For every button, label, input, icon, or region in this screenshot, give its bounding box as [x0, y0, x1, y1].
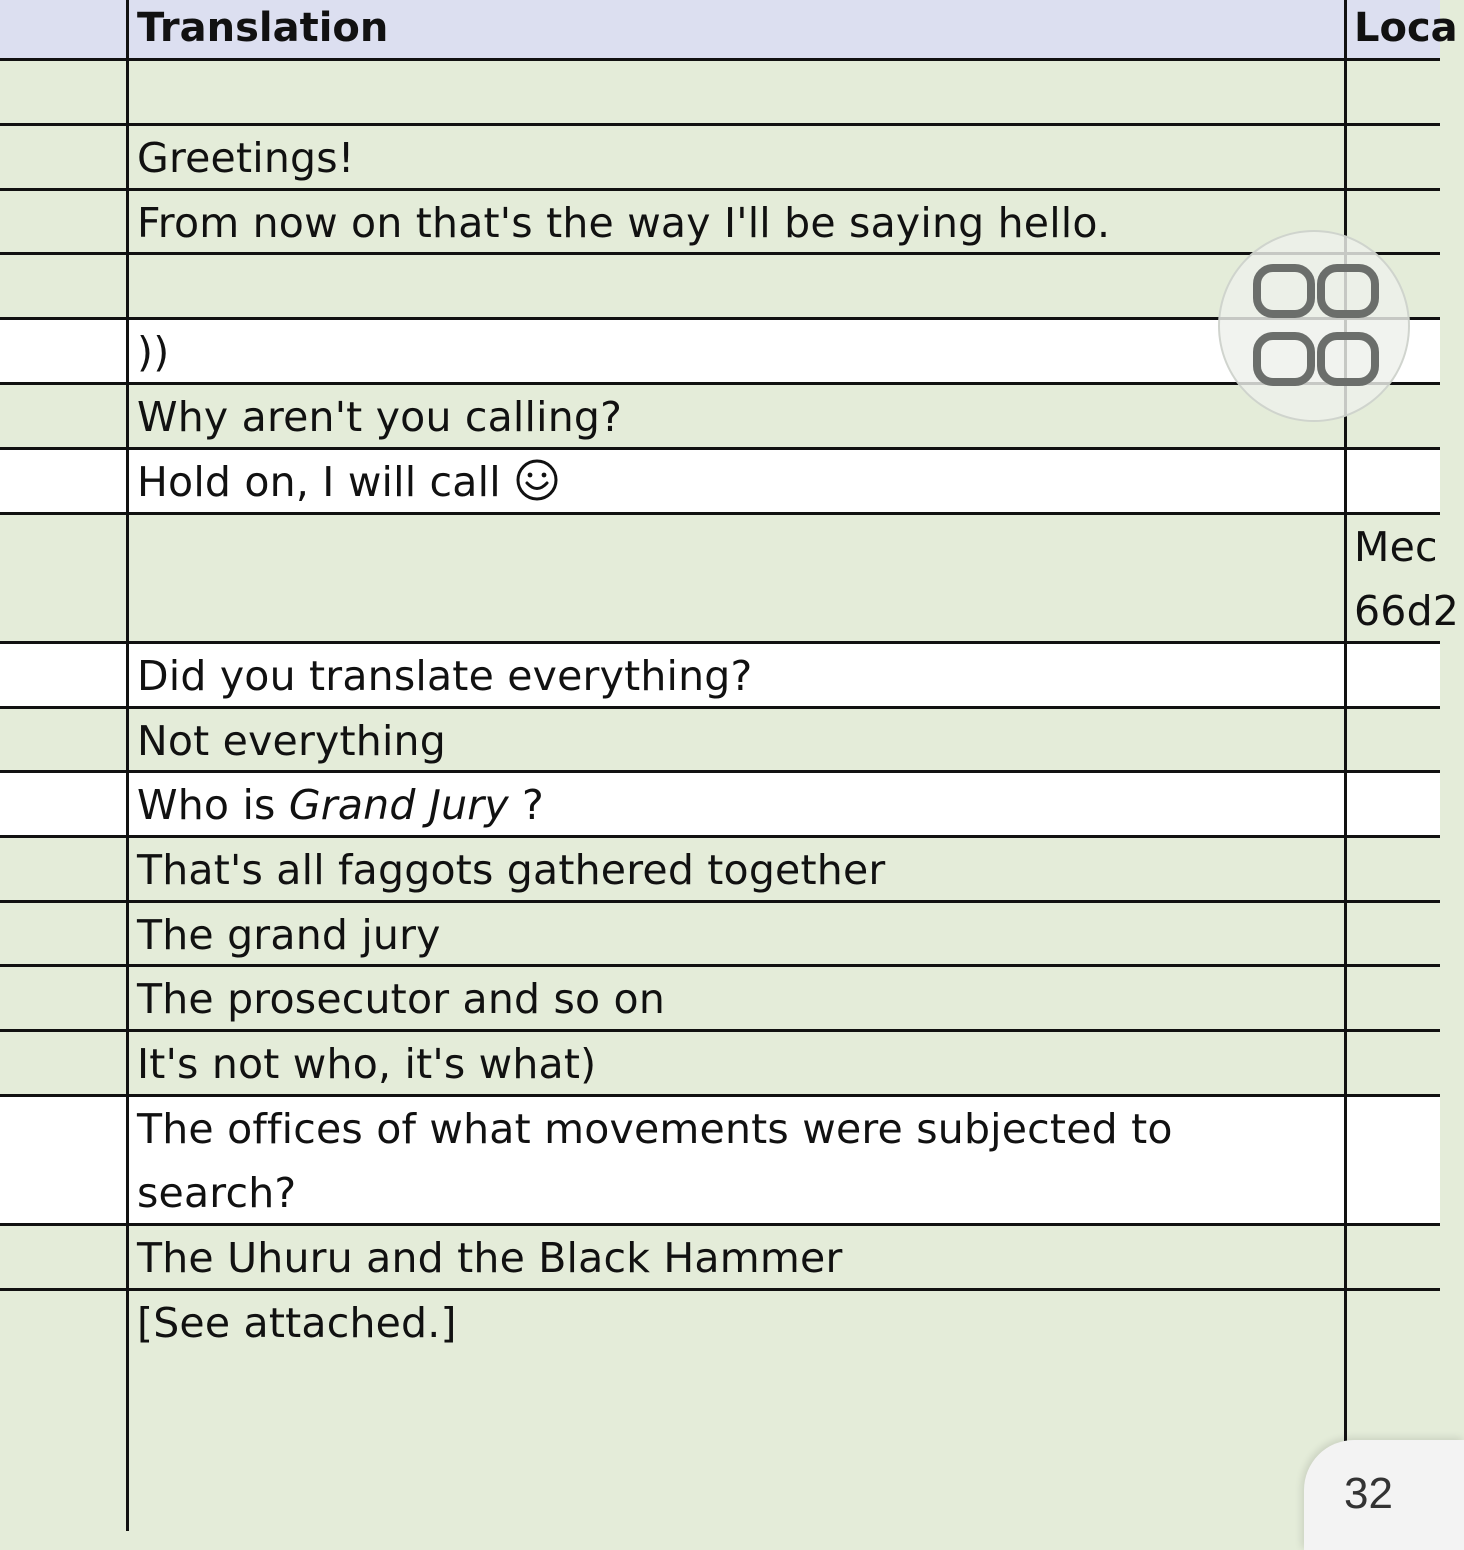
header-cell-location[interactable]: [1344, 0, 1458, 58]
cell-translation[interactable]: [126, 773, 1344, 835]
translation-text: [137, 773, 1344, 837]
table-row: [0, 773, 1440, 838]
app-grid-icon: [1220, 232, 1412, 424]
cell-location[interactable]: [1344, 1226, 1440, 1288]
header-row: [0, 0, 1458, 61]
cell-translation[interactable]: [126, 126, 1344, 188]
cell-location[interactable]: [1344, 903, 1440, 964]
table-row: [0, 515, 1460, 644]
cell-location[interactable]: [1344, 709, 1440, 770]
cell-translation[interactable]: [126, 385, 1344, 447]
table-row: [0, 903, 1440, 967]
cell-translation[interactable]: [126, 1097, 1344, 1223]
cell-a[interactable]: [0, 709, 126, 770]
cell-a[interactable]: [0, 61, 126, 123]
table-row: [0, 1226, 1440, 1291]
app-grid-watermark[interactable]: [1218, 230, 1410, 422]
cell-a[interactable]: [0, 515, 126, 641]
cell-location[interactable]: [1344, 838, 1440, 900]
cell-translation[interactable]: [126, 903, 1344, 964]
table-row: [0, 709, 1440, 773]
cell-translation[interactable]: [126, 709, 1344, 770]
table-row: [0, 61, 1440, 126]
translation-text: The prosecutor and so on: [137, 975, 666, 1023]
cell-translation[interactable]: [126, 1291, 1344, 1531]
translation-text: Greetings!: [137, 134, 355, 182]
cell-a[interactable]: [0, 1032, 126, 1094]
translation-text: It's not who, it's what): [137, 1040, 597, 1088]
cell-a[interactable]: [0, 644, 126, 706]
cell-a[interactable]: [0, 191, 126, 252]
translation-text: Not everything: [137, 717, 446, 765]
cell-a[interactable]: [0, 126, 126, 188]
translation-text: The offices of what movements were subjected to search?: [137, 1105, 1173, 1217]
cell-translation[interactable]: [126, 838, 1344, 900]
cell-location[interactable]: [1344, 1097, 1440, 1223]
cell-translation[interactable]: [126, 61, 1344, 123]
cell-location[interactable]: [1344, 967, 1440, 1029]
cell-location[interactable]: [1344, 61, 1440, 123]
cell-translation[interactable]: [126, 255, 1344, 317]
translation-text: From now on that's the way I'll be saying hello.: [137, 199, 1111, 247]
cell-location[interactable]: [1344, 1032, 1440, 1094]
table-row: [0, 644, 1440, 709]
cell-translation[interactable]: [126, 967, 1344, 1029]
cell-a[interactable]: [0, 1291, 126, 1531]
cell-location[interactable]: [1344, 126, 1440, 188]
table-row: [0, 1097, 1440, 1226]
header-location-label: Loca: [1354, 5, 1458, 51]
cell-translation[interactable]: [126, 450, 1344, 512]
table-row: [0, 1032, 1440, 1097]
text-italic: Grand Jury: [288, 781, 509, 829]
cell-a[interactable]: [0, 838, 126, 900]
cell-a[interactable]: [0, 903, 126, 964]
location-text-line-2: 66d2: [1354, 587, 1460, 635]
table-row: [0, 1291, 1440, 1531]
page-number: 32: [1344, 1469, 1393, 1518]
cell-translation[interactable]: [126, 515, 1344, 641]
cell-a[interactable]: [0, 967, 126, 1029]
table-row: [0, 126, 1440, 191]
page-number-badge: [1304, 1440, 1464, 1550]
smiley-face-icon: [515, 458, 559, 502]
cell-translation[interactable]: [126, 191, 1344, 252]
header-cell-translation[interactable]: [126, 0, 1344, 58]
text-before: Who is: [137, 781, 289, 829]
table-row: [0, 967, 1440, 1032]
cell-location[interactable]: [1344, 773, 1440, 835]
cell-a[interactable]: [0, 1097, 126, 1223]
cell-translation[interactable]: [126, 644, 1344, 706]
translation-text: [137, 450, 1344, 514]
table-row: [0, 450, 1440, 515]
cell-translation[interactable]: [126, 1226, 1344, 1288]
cell-location[interactable]: [1344, 515, 1460, 641]
header-translation-label: Translation: [137, 5, 389, 51]
translation-text: The grand jury: [137, 911, 441, 959]
table-row: [0, 838, 1440, 903]
translation-text: Did you translate everything?: [137, 652, 753, 700]
translation-text-span: Hold on, I will call: [137, 458, 501, 506]
header-cell-a[interactable]: [0, 0, 126, 58]
text-after: ?: [508, 781, 545, 829]
cell-a[interactable]: [0, 773, 126, 835]
cell-a[interactable]: [0, 1226, 126, 1288]
translation-text: The Uhuru and the Black Hammer: [137, 1234, 843, 1282]
cell-location[interactable]: [1344, 644, 1440, 706]
translation-text: )): [137, 328, 170, 376]
cell-location[interactable]: [1344, 450, 1440, 512]
cell-a[interactable]: [0, 255, 126, 317]
translation-text: [See attached.]: [137, 1299, 457, 1347]
translation-text: Why aren't you calling?: [137, 393, 623, 441]
cell-a[interactable]: [0, 320, 126, 382]
location-text-line-1: Mec: [1354, 523, 1438, 571]
cell-translation[interactable]: [126, 320, 1344, 382]
cell-translation[interactable]: [126, 1032, 1344, 1094]
translation-text: That's all faggots gathered together: [137, 846, 886, 894]
cell-a[interactable]: [0, 450, 126, 512]
cell-a[interactable]: [0, 385, 126, 447]
